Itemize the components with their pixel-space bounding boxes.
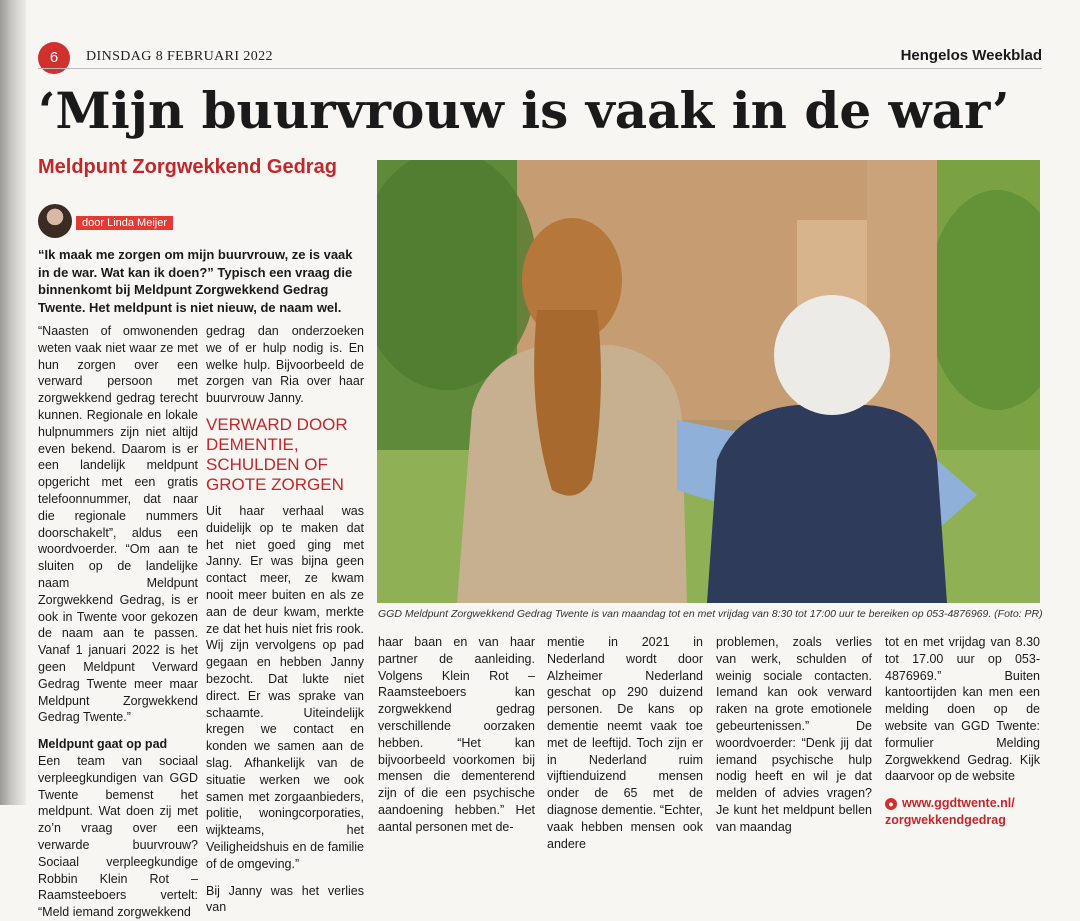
author-avatar [38,204,72,238]
column-2-paragraph-1: gedrag dan onderzoeken we of er hulp nodig is. En welke hulp. Bijvoorbeeld de zorgen van Ria over haar buurvrouw Janny. [206,324,364,406]
article-column-3 [378,634,535,836]
column-1-paragraph-2: Een team van sociaal verpleegkundigen van GGD Twente bemenst het meldpunt. Wat doen zij met zo’n vraag over een verwarde buurvrouw? Sociaal verpleegkundige Robbin Klein Rot – Raamsteeboers vertelt: “Meld iemand zorgwekkend [38,753,198,920]
photo-caption: GGD Meldpunt Zorgwekkend Gedrag Twente is van maandag tot en met vrijdag van 8:30 tot 17:00 uur te bereiken op 053-4876969. (Foto: PR) [378,608,1043,620]
page-gutter-shadow [0,0,26,805]
column-1-paragraph-1: “Naasten of omwonenden weten vaak niet waar ze met hun zorgen over een verward persoon met zorgwekkend gedrag terecht kunnen. Regionale en lokale hulpnummers zijn niet altijd even bekend. Daarom is er een landelijk meldpunt opgericht met een gratis telefoonnummer, dat naar die regionale nummers doorschakelt”, aldus een woordvoerder. “Om aan te sluiten op de landelijke naam Meldpunt Zorgwekkend Gedrag, is er ook in Twente voor gekozen de naam aan te passen. Vanaf 1 januari 2022 is het geen Meldpunt Verward Gedrag Twente meer maar Meldpunt Zorgwekkend Gedrag Twente.” [38,324,198,725]
header-rule [38,68,1042,69]
subheading: Meldpunt Zorgwekkend Gedrag [38,156,337,178]
newspaper-name: Hengelos Weekblad [900,47,1042,64]
website-line-2: zorgwekkendgedrag [885,812,1006,827]
article-photo [377,160,1040,603]
article-column-5 [716,634,872,836]
column-4-text: mentie in 2021 in Nederland wordt door Alzheimer Nederland geschat op 290 duizend personen. De kans op dementie neemt vaak toe met de leeftijd. Toch zijn er in Nederland ruim vijftienduizend mensen onder de 65 met de diagnose dementie. “Echter, vaak hebben mensen ook andere [547,635,703,851]
section-heading-meldpunt: Meldpunt gaat op pad [38,737,168,752]
column-6-text: tot en met vrijdag van 8.30 tot 17.00 uur op 053-4876969.” Buiten kantoortijden kan men een melding doen op de website van GGD Twente: formulier Melding Zorgwekkend Gedrag. Kijk daarvoor op de website [885,635,1040,784]
headline-rest: is vaak in de war’ [503,81,1010,140]
globe-icon: ● [885,798,897,810]
headline [38,80,1048,142]
article-column-1 [38,323,198,921]
issue-date: DINSDAG 8 FEBRUARI 2022 [86,49,273,64]
article-column-2 [206,323,364,916]
section-heading-verward: VERWARD DOOR DEMENTIE, SCHULDEN OF GROTE ZORGEN [206,414,348,494]
article-column-4 [547,634,703,852]
page-number: 6 [38,42,70,74]
byline: door Linda Meijer [76,216,173,230]
photo-illustration [377,160,1040,603]
column-2-paragraph-3: Bij Janny was het verlies van [206,883,364,915]
column-5-text: problemen, zoals verlies van werk, schulden of weinig sociale contacten. Iemand kan ook verward raken na grote emotionele gebeurtenissen.” De woordvoerder: “Denk jij dat iemand psychische hulp nodig heeft en wil je dat melden of advies vragen? Je kunt het meldpunt bellen van maandag [716,635,872,834]
column-3-text: haar baan en van haar partner de aanleiding. Volgens Klein Rot – Raamsteeboers kan zorgwekkend gedrag verschillende oorzaken hebben. “Het kan bijvoorbeeld voorkomen bij mensen die dementerend zijn of die een psychische aandoening hebben.” Het aantal personen met de- [378,635,535,834]
intro-paragraph: “Ik maak me zorgen om mijn buurvrouw, ze is vaak in de war. Wat kan ik doen?” Typisch een vraag die binnenkomt bij Meldpunt Zorgwekkend Gedrag Twente. Het meldpunt is niet nieuw, de naam wel. [38,247,353,315]
column-2-paragraph-2: Uit haar verhaal was duidelijk op te maken dat het niet goed ging met Janny. Er was bijna geen contact meer, ze kwam nooit meer buiten en als ze aan de deur kwam, merkte ze dat het huis niet fris rook. Wij zijn vervolgens op pad gegaan en hebben Janny bezocht. Dat lukte niet direct. Er was sprake van schaamte. Uiteindelijk kregen we contact en konden we samen aan de slag. Afhankelijk van de situatie werken we ook samen met zorgaanbieders, politie, woningcorporaties, wijkteams, het Veiligheidshuis en de familie of de omgeving.” [206,503,364,871]
headline-bold: ‘Mijn buurvrouw [38,81,504,140]
website-link[interactable] [885,795,1040,829]
website-line-1: www.ggdtwente.nl/ [902,796,1015,811]
article-column-6 [885,634,1040,829]
